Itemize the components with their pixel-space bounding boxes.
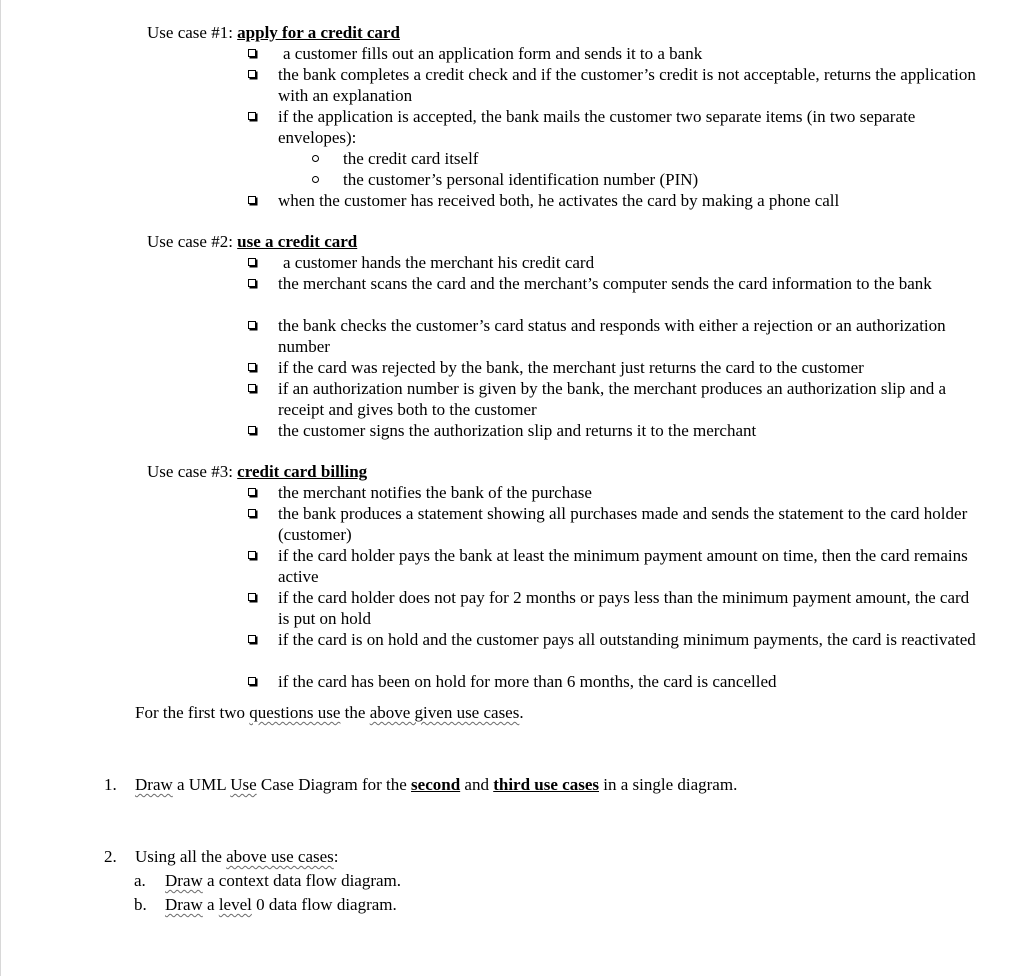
checkbox-bullet-icon [248, 384, 256, 392]
circle-bullet-icon [312, 155, 319, 162]
checkbox-bullet-icon [248, 196, 256, 204]
uc3-step-3: if the card holder pays the bank at least the minimum payment amount on time, then the card remains active [278, 546, 968, 586]
question-1-number: 1. [104, 775, 117, 794]
uc2-step-4: if the card was rejected by the bank, the merchant just returns the card to the customer [278, 358, 864, 377]
uc1-sub-step-1: the credit card itself [343, 149, 479, 168]
checkbox-bullet-icon [248, 363, 256, 371]
question-2b-letter: b. [134, 895, 147, 914]
checkbox-bullet-icon [248, 49, 256, 57]
use-case-2-name: use a credit card [237, 232, 358, 251]
checkbox-bullet-icon [248, 551, 256, 559]
checkbox-bullet-icon [248, 593, 256, 601]
uc2-step-2: the merchant scans the card and the merchant’s computer sends the card information to the bank [278, 274, 932, 293]
circle-bullet-icon [312, 176, 319, 183]
checkbox-bullet-icon [248, 112, 256, 120]
uc1-step-2: the bank completes a credit check and if the customer’s credit is not acceptable, returns the application with an explanation [278, 65, 976, 105]
uc3-step-6: if the card has been on hold for more than 6 months, the card is cancelled [278, 672, 777, 691]
use-case-1-name: apply for a credit card [237, 23, 400, 42]
question-1-text: Draw a UML Use Case Diagram for the second and third use cases in a single diagram. [135, 775, 738, 794]
checkbox-bullet-icon [248, 488, 256, 496]
uc2-step-5: if an authorization number is given by the bank, the merchant produces an authorization slip and a receipt and gives both to the customer [278, 379, 946, 419]
checkbox-bullet-icon [248, 635, 256, 643]
checkbox-bullet-icon [248, 677, 256, 685]
questions-intro: For the first two questions use the above given use cases. [135, 703, 524, 722]
question-2a-text: Draw a context data flow diagram. [165, 871, 402, 890]
uc3-step-5: if the card is on hold and the customer pays all outstanding minimum payments, the card is reactivated [278, 630, 976, 649]
page-edge [0, 0, 1, 976]
checkbox-bullet-icon [248, 70, 256, 78]
uc3-step-2: the bank produces a statement showing all purchases made and sends the statement to the card holder (customer) [278, 504, 968, 544]
checkbox-bullet-icon [248, 258, 256, 266]
checkbox-bullet-icon [248, 426, 256, 434]
uc3-step-1: the merchant notifies the bank of the purchase [278, 483, 592, 502]
uc2-step-1: a customer hands the merchant his credit card [283, 253, 595, 272]
uc2-step-6: the customer signs the authorization slip and returns it to the merchant [278, 421, 757, 440]
uc3-step-4: if the card holder does not pay for 2 months or pays less than the minimum payment amount, the card is put on hold [278, 588, 970, 628]
question-2b-text: Draw a level 0 data flow diagram. [165, 895, 397, 914]
checkbox-bullet-icon [248, 509, 256, 517]
uc2-step-3: the bank checks the customer’s card status and responds with either a rejection or an authorization number [278, 316, 946, 356]
use-case-3-name: credit card billing [237, 462, 368, 481]
use-case-2-title: Use case #2: use a credit card [147, 232, 358, 251]
uc1-step-1: a customer fills out an application form and sends it to a bank [283, 44, 703, 63]
use-case-1-title: Use case #1: apply for a credit card [147, 23, 400, 42]
uc1-step-4: when the customer has received both, he activates the card by making a phone call [278, 191, 840, 210]
question-2a-letter: a. [134, 871, 146, 890]
use-case-3-title: Use case #3: credit card billing [147, 462, 368, 481]
question-2-text: Using all the above use cases: [135, 847, 339, 866]
checkbox-bullet-icon [248, 279, 256, 287]
uc1-sub-step-2: the customer’s personal identification number (PIN) [343, 170, 699, 189]
question-2-number: 2. [104, 847, 117, 866]
uc1-step-3: if the application is accepted, the bank mails the customer two separate items (in two separate envelopes): [278, 107, 916, 147]
checkbox-bullet-icon [248, 321, 256, 329]
